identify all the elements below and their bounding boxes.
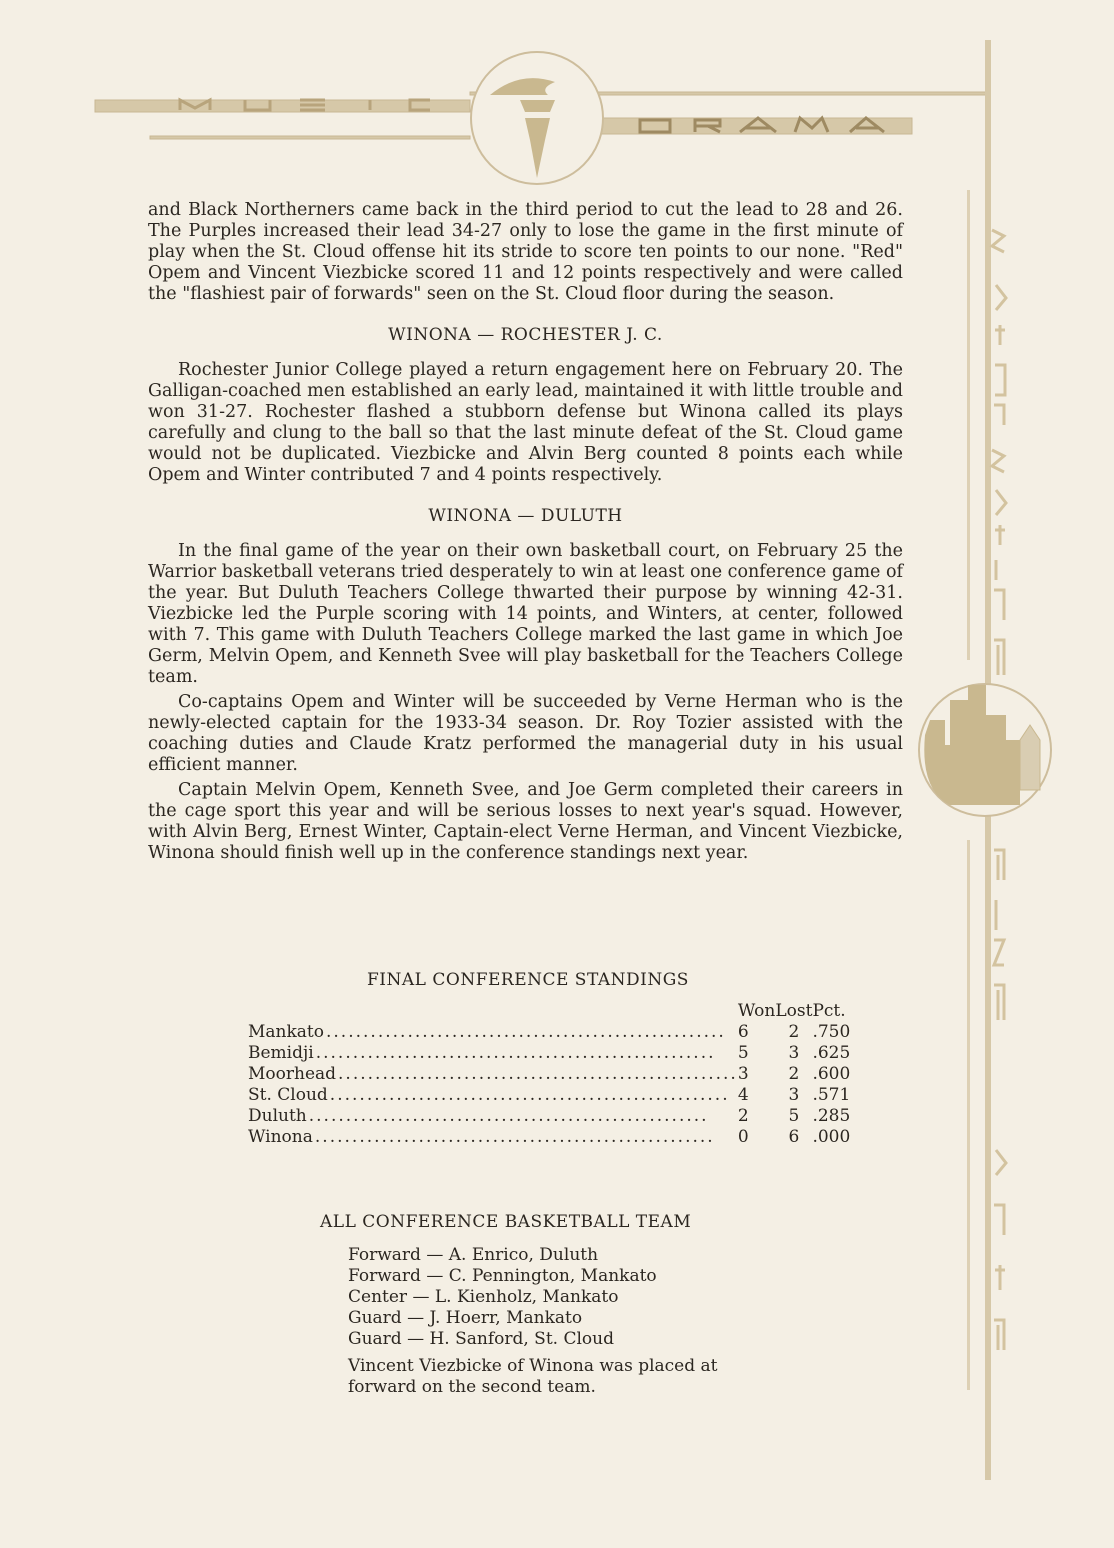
heading-duluth: WINONA — DULUTH: [428, 506, 623, 526]
won-value: 5: [737, 1043, 749, 1063]
team-name: Mankato: [248, 1022, 324, 1042]
won-value: 4: [737, 1085, 749, 1105]
table-row: St. Cloud ...................................................... 4 3 .571: [248, 1085, 851, 1105]
table-row: Moorhead ...................................................... 3 2 .600: [248, 1064, 851, 1084]
list-item: Guard — H. Sanford, St. Cloud: [348, 1329, 614, 1349]
pct-value: .625: [812, 1043, 851, 1063]
table-row: Mankato ...................................................... 6 2 .750: [248, 1022, 851, 1042]
paragraph-duluth-2: Co-captains Opem and Winter will be succeeded by Verne Herman who is the newly-elected captain for the 1933-34 season. Dr. Roy Tozier assisted with the coaching duties and Claude Kratz performed the managerial duty in his usual efficient manner.: [148, 692, 903, 775]
col-won: Won: [737, 1001, 776, 1021]
team-name: Winona: [248, 1127, 313, 1147]
standings-section: [248, 970, 851, 1148]
standings-header-row: [248, 1001, 850, 1022]
team-name: Moorhead: [248, 1064, 337, 1084]
player-list: [348, 1245, 740, 1350]
table-row: Bemidji ...................................................... 5 3 .625: [248, 1043, 851, 1063]
list-item: Guard — J. Hoerr, Mankato: [348, 1308, 583, 1328]
pct-value: .600: [812, 1064, 851, 1084]
table-row: Winona ...................................................... 0 6 .000: [248, 1127, 851, 1147]
list-item: Forward — A. Enrico, Duluth: [348, 1245, 599, 1265]
lost-value: 2: [788, 1064, 800, 1084]
paragraph-duluth-3: Captain Melvin Opem, Kenneth Svee, and Joe Germ completed their careers in the cage sport this year and will be serious losses to next year's squad. However, with Alvin Berg, Ernest Winter, Captain-elect Verne Herman, and Vincent Viezbicke, Winona should finish well up in the conference standings next year.: [148, 780, 903, 863]
col-lost: Lost: [775, 1001, 813, 1021]
paragraph-intro: and Black Northerners came back in the third period to cut the lead to 28 and 26. The Purples increased their lead 34-27 only to lose the game in the first minute of play when the St. Cloud offense hit its stride to score ten points to our none. "Red" Opem and Vincent Viezbicke scored 11 and 12 points respectively and were called the "flashiest pair of forwards" seen on the St. Cloud floor during the season.: [148, 200, 903, 304]
team-name: Bemidji: [248, 1043, 314, 1063]
lost-value: 3: [788, 1085, 800, 1105]
list-item: Center — L. Kienholz, Mankato: [348, 1287, 619, 1307]
col-pct: Pct.: [812, 1001, 846, 1021]
article-body: [148, 200, 903, 868]
paragraph-rochester: Rochester Junior College played a return engagement here on February 20. The Galligan-coached men established an early lead, maintained it with little trouble and won 31-27. Rochester flashed a stubborn defense but Winona called its plays carefully and clung to the ball so that the last minute defeat of the St. Cloud game would not be duplicated. Viezbicke and Alvin Berg counted 8 points each while Opem and Winter contributed 7 and 4 points respectively.: [148, 360, 903, 485]
list-item: Forward — C. Pennington, Mankato: [348, 1266, 657, 1286]
won-value: 0: [737, 1127, 749, 1147]
won-value: 3: [737, 1064, 749, 1084]
second-team-note: Vincent Viezbicke of Winona was placed at forward on the second team.: [348, 1356, 718, 1397]
all-conference-title: ALL CONFERENCE BASKETBALL TEAM: [320, 1212, 692, 1232]
team-name: St. Cloud: [248, 1085, 328, 1105]
won-value: 2: [737, 1106, 749, 1126]
pct-value: .000: [812, 1127, 851, 1147]
all-conference-section: [320, 1212, 740, 1398]
heading-rochester: WINONA — ROCHESTER J. C.: [388, 325, 663, 345]
standings-table: [248, 1001, 850, 1148]
building-emblem: [919, 684, 1051, 816]
pct-value: .571: [812, 1085, 851, 1105]
team-name: Duluth: [248, 1106, 307, 1126]
pct-value: .750: [812, 1022, 851, 1042]
paragraph-duluth-1: In the final game of the year on their own basketball court, on February 25 the Warrior basketball veterans tried desperately to win at least one conference game of the year. But Duluth Teachers College thwarted their purpose by winning 42-31. Viezbicke led the Purple scoring with 14 points, and Winters, at center, followed with 7. This game with Duluth Teachers College marked the last game in which Joe Germ, Melvin Opem, and Kenneth Svee will play basketball for the Teachers College team.: [148, 541, 903, 687]
lost-value: 6: [788, 1127, 800, 1147]
torch-emblem: [471, 52, 603, 184]
lost-value: 2: [788, 1022, 800, 1042]
pct-value: .285: [812, 1106, 851, 1126]
lost-value: 3: [788, 1043, 800, 1063]
standings-title: FINAL CONFERENCE STANDINGS: [367, 970, 689, 990]
lost-value: 5: [788, 1106, 800, 1126]
table-row: Duluth ...................................................... 2 5 .285: [248, 1106, 851, 1126]
won-value: 6: [737, 1022, 749, 1042]
